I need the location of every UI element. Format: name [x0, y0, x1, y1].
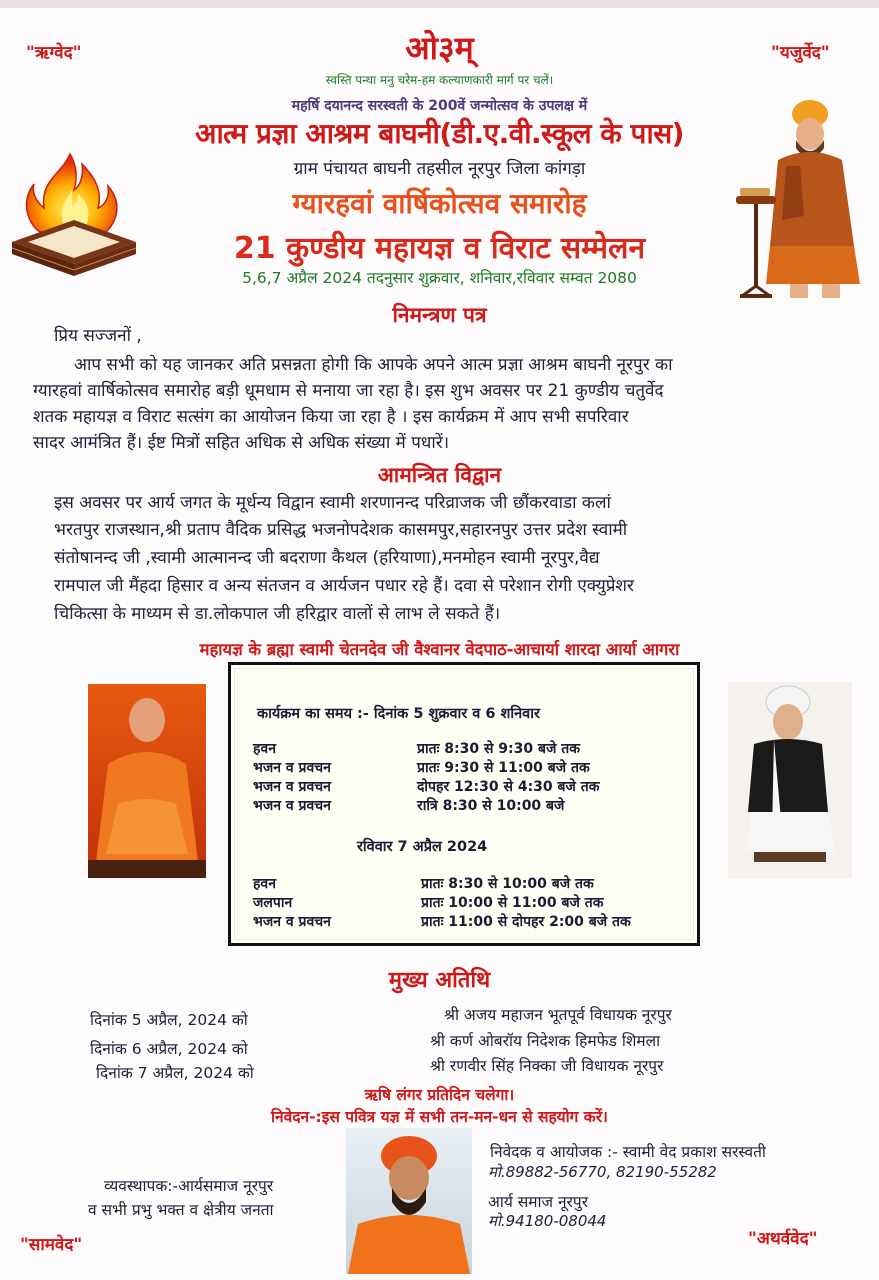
schedule-time: प्रातः 8:30 से 9:30 बजे तक [417, 741, 580, 757]
schedule-time: रात्रि 8:30 से 10:00 बजे [417, 798, 565, 814]
swami-photo-left [88, 684, 206, 878]
dates-line: 5,6,7 अप्रैल 2024 तदनुसार शुक्रवार, शनिवार,रविवार सम्वत 2080 [242, 269, 637, 287]
samaj-phone: मो.94180-08044 [488, 1212, 607, 1230]
schedule-box [228, 662, 700, 946]
scholars-heading: आमन्त्रित विद्वान [377, 463, 502, 487]
brahma-line: महायज्ञ के ब्रह्मा स्वामी चेतनदेव जी वैश्वानर वेदपाठ-आचार्या शारदा आर्या आगरा [199, 640, 680, 659]
scholars-line-1: इस अवसर पर आर्य जगत के मूर्धन्य विद्वान स्वामी शरणानन्द परिव्राजक जी छौंकरवाडा कलां [54, 493, 611, 513]
organizer-label: निवेदक व आयोजक :- स्वामी वेद प्रकाश सरस्वती [490, 1143, 766, 1161]
schedule-time: दोपहर 12:30 से 4:30 बजे तक [417, 779, 600, 795]
swami-dayanand-image [730, 96, 870, 310]
schedule-item: भजन व प्रवचन [253, 914, 331, 930]
swami-photo-bottom [346, 1128, 472, 1274]
guest-name: श्री रणवीर सिंह निक्का जी विधायक नूरपुर [430, 1057, 664, 1075]
schedule-time: प्रातः 8:30 से 10:00 बजे तक [421, 876, 594, 892]
schedule-item: भजन व प्रवचन [253, 779, 331, 795]
atharvaveda-label: "अथर्ववेद" [748, 1229, 818, 1249]
schedule-heading: कार्यक्रम का समय :- दिनांक 5 शुक्रवार व 6 शनिवार [257, 706, 540, 722]
schedule-item: हवन [253, 741, 276, 757]
samaveda-label: "सामवेद" [20, 1235, 83, 1255]
motto-line: स्वस्ति पन्था मनु चरेम-हम कल्याणकारी मार्ग पर चलें। [325, 73, 554, 87]
top-band [0, 0, 879, 8]
schedule-time: प्रातः 11:00 से दोपहर 2:00 बजे तक [421, 914, 631, 930]
salutation: प्रिय सज्जनों , [54, 326, 142, 346]
chief-guests-heading: मुख्य अतिथि [388, 968, 491, 993]
manager-line-2: व सभी प्रभु भक्त व क्षेत्रीय जनता [88, 1201, 274, 1219]
om-symbol: ओ३म् [405, 29, 474, 67]
schedule-item: भजन व प्रवचन [253, 798, 331, 814]
scholars-line-3: संतोषानन्द जी ,स्वामी आत्मानन्द जी बदराणा कैथल (हरियाणा),मनमोहन स्वामी नूरपुर,वैद्य [54, 548, 600, 568]
address-line: ग्राम पंचायत बाघनी तहसील नूरपुर जिला कांगड़ा [293, 159, 586, 179]
scholars-line-4: रामपाल जी मैंहदा हिसार व अन्य संतजन व आर्यजन पधार रहे हैं। दवा से परेशान रोगी एक्युप्रेशर [54, 576, 634, 596]
samaj-name: आर्य समाज नूरपुर [488, 1193, 589, 1211]
yajurveda-label: "यजुर्वेद" [771, 43, 830, 63]
event-subtitle: 21 कुण्डीय महायज्ञ व विराट सम्मेलन [233, 231, 646, 266]
event-title: ग्यारहवां वार्षिकोत्सव समारोह [292, 187, 587, 220]
guest-date: दिनांक 7 अप्रैल, 2024 को [96, 1064, 254, 1082]
guest-name: श्री कर्ण ओबरॉय निदेशक हिमफेड शिमला [430, 1032, 661, 1050]
scholars-line-2: भरतपुर राजस्थान,श्री प्रताप वैदिक प्रसिद्ध भजनोपदेशक कासमपुर,सहारनपुर उत्तर प्रदेश स्वामी [54, 520, 628, 540]
invitation-line-2: ग्यारहवां वार्षिकोत्सव समारोह बड़ी धूमधाम से मनाया जा रहा है। इस शुभ अवसर पर 21 कुण्डीय चतुर्वेद [33, 381, 664, 401]
scholars-line-5: चिकित्सा के माध्यम से डा.लोकपाल जी हरिद्वार वालों से लाभ ले सकते हैं। [54, 604, 501, 624]
invitation-line-1: आप सभी को यह जानकर अति प्रसन्नता होगी कि आपके अपने आत्म प्रज्ञा आश्रम बाघनी नूरपुर का [74, 355, 673, 375]
havan-kund-icon [10, 150, 138, 278]
schedule-time: प्रातः 10:00 से 11:00 बजे तक [421, 895, 604, 911]
ashram-title: आत्म प्रज्ञा आश्रम बाघनी(डी.ए.वी.स्कूल के पास) [195, 117, 684, 150]
invitation-line-4: सादर आमंत्रित हैं। ईष्ट मित्रों सहित अधिक से अधिक संख्या में पधारें। [33, 433, 450, 453]
invitation-line-3: शतक महायज्ञ व विराट सत्संग का आयोजन किया जा रहा है । इस कार्यक्रम में आप सभी सपरिवार [33, 407, 629, 427]
schedule-item: जलपान [253, 895, 293, 911]
schedule-item: हवन [253, 876, 276, 892]
langar-line: ऋषि लंगर प्रतिदिन चलेगा। [364, 1086, 515, 1104]
occasion-line: महर्षि दयानन्द सरस्वती के 200वें जन्मोत्सव के उपलक्ष में [291, 98, 588, 114]
portrait-right [728, 682, 852, 878]
schedule-item: भजन व प्रवचन [253, 760, 331, 776]
rigveda-label: "ऋग्वेद" [26, 43, 82, 63]
organizer-phone: मो.89882-56770, 82190-55282 [488, 1163, 717, 1181]
guest-date: दिनांक 5 अप्रैल, 2024 को [90, 1011, 248, 1029]
invitation-heading: निमन्त्रण पत्र [392, 303, 487, 327]
schedule-time: प्रातः 9:30 से 11:00 बजे तक [417, 760, 590, 776]
sunday-heading: रविवार 7 अप्रैल 2024 [357, 839, 488, 855]
request-line: निवेदन-:इस पवित्र यज्ञ में सभी तन-मन-धन से सहयोग करें। [271, 1108, 608, 1126]
guest-name: श्री अजय महाजन भूतपूर्व विधायक नूरपुर [444, 1006, 672, 1024]
guest-date: दिनांक 6 अप्रैल, 2024 को [90, 1040, 248, 1058]
manager-line: व्यवस्थापक:-आर्यसमाज नूरपुर [104, 1177, 274, 1195]
